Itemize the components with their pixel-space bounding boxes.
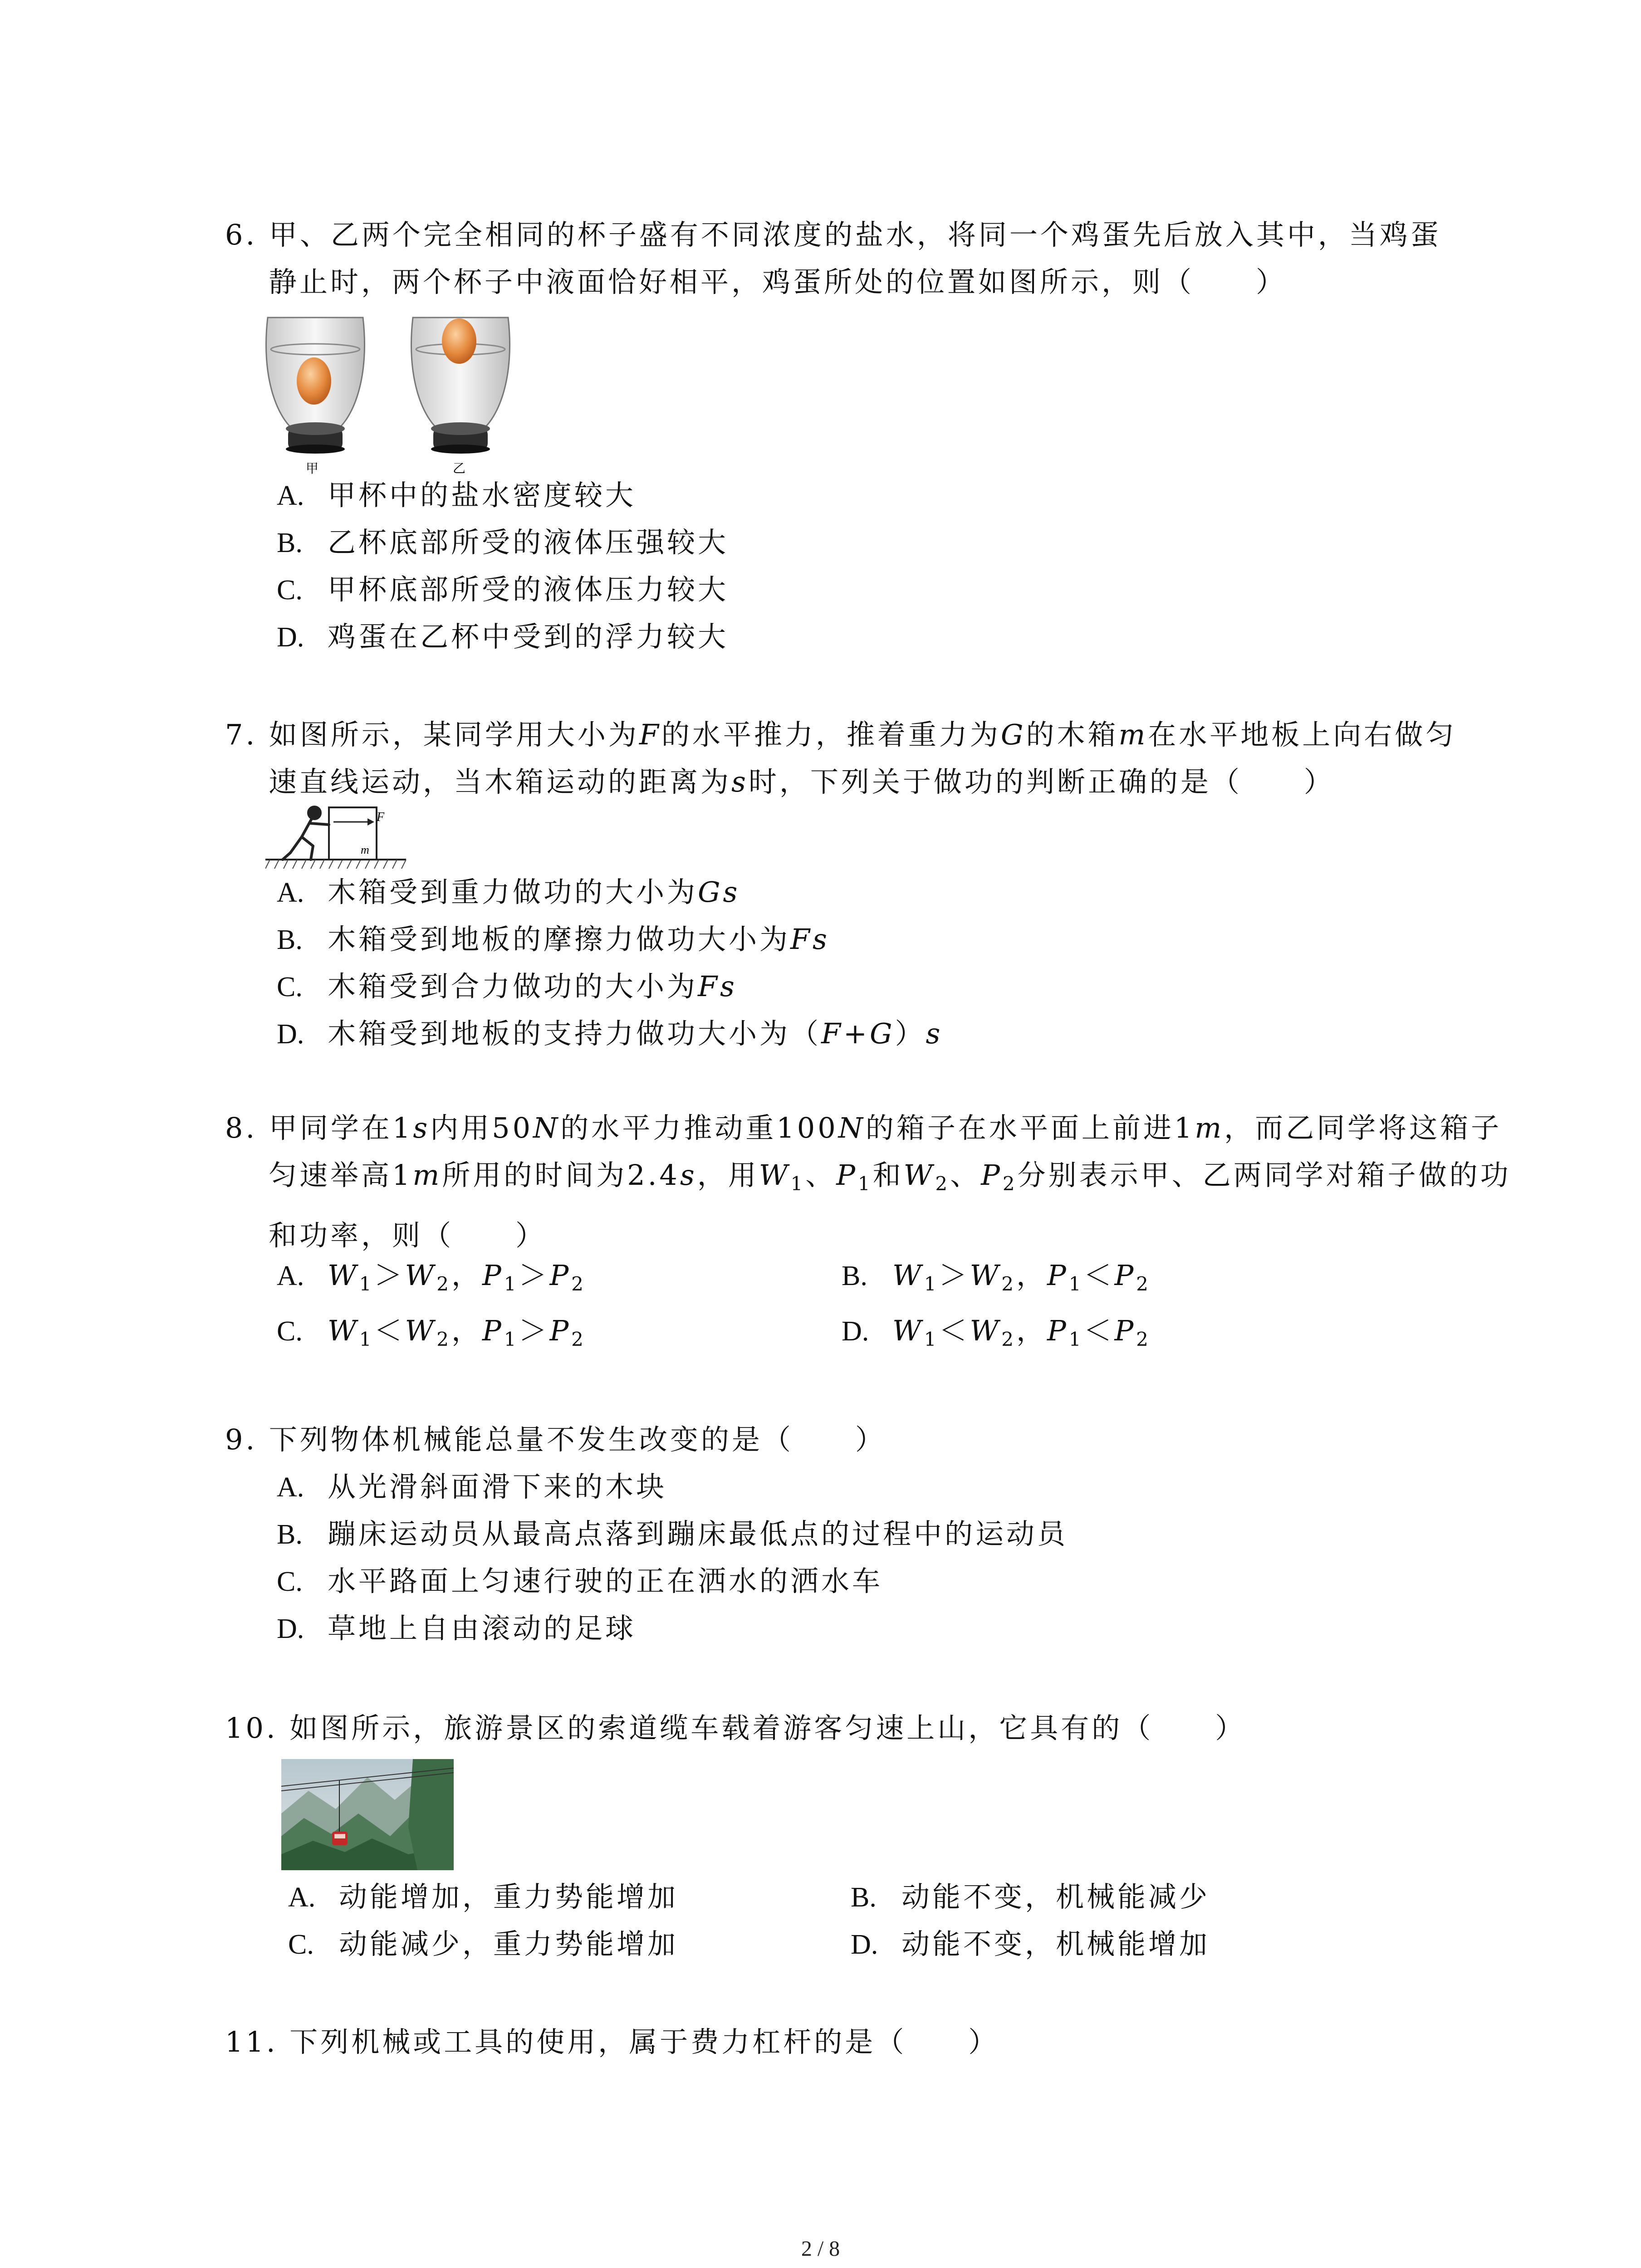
option-label: B. [851, 1882, 877, 1913]
egg-a [297, 357, 331, 405]
text-fragment: s [926, 1017, 943, 1050]
text-fragment: m [1118, 718, 1148, 751]
option-text: 鸡蛋在乙杯中受到的浮力较大 [328, 620, 729, 653]
option-text: 甲杯底部所受的液体压力较大 [328, 573, 729, 606]
text-fragment: s [413, 1111, 431, 1144]
q9-stem: 9. 下列物体机械能总量不发生改变的是（ ） [225, 1423, 886, 1456]
fig-label-b: 乙 [452, 461, 466, 476]
text-fragment: 木箱受到重力做功的大小为 [328, 875, 698, 909]
text-fragment: ， [1016, 1314, 1047, 1347]
person-pushing [283, 807, 329, 860]
text-fragment: P [482, 1259, 504, 1292]
text-fragment: W [892, 1314, 924, 1347]
force-label: F [377, 810, 385, 824]
q7-stem-line1 [225, 711, 1457, 758]
q6-cups-figure [263, 313, 544, 476]
option-label: D. [277, 622, 304, 653]
text-fragment: 草地上自由滚动的足球 [328, 1612, 637, 1645]
text-fragment: G [1000, 718, 1026, 751]
text-fragment: 木箱受到合力做功的大小为 [328, 970, 698, 1003]
text-fragment: 动能不变，机械能减少 [901, 1880, 1210, 1913]
q6-option-c[interactable] [277, 566, 729, 614]
text-fragment: W [405, 1259, 437, 1292]
text-fragment: 1 [1068, 1273, 1084, 1295]
text-fragment: 动能减少，重力势能增加 [339, 1927, 679, 1960]
option-label: A. [277, 877, 304, 908]
text-fragment: F+G [821, 1017, 895, 1050]
q8-option-a[interactable] [277, 1252, 586, 1308]
text-fragment: m [412, 1158, 442, 1192]
q6-option-b[interactable] [277, 519, 729, 567]
option-label: B. [842, 1261, 867, 1291]
text-fragment: ＞ [939, 1259, 970, 1292]
text-fragment: W [328, 1259, 359, 1292]
text-fragment: ， [451, 1259, 482, 1292]
text-fragment: 动能不变，机械能增加 [901, 1927, 1210, 1960]
text-fragment: 2 [1002, 1173, 1018, 1195]
text-fragment: m [1195, 1111, 1225, 1144]
question-7 [225, 711, 1457, 806]
q10-cablecar-photo [281, 1759, 454, 1870]
option-text: 乙杯底部所受的液体压强较大 [328, 526, 729, 559]
text-fragment: W [892, 1259, 924, 1292]
text-fragment: 内用50 [430, 1111, 534, 1144]
text-fragment: 从光滑斜面滑下来的木块 [328, 1470, 667, 1503]
q10-option-a[interactable] [288, 1873, 678, 1921]
text-fragment: W [759, 1158, 791, 1192]
text-fragment: 匀速举高1 [269, 1158, 413, 1192]
text-fragment: 木箱受到地板的摩擦力做功大小为 [328, 923, 791, 956]
text-fragment: ＞ [519, 1259, 550, 1292]
q6-stem-line2: 静止时，两个杯子中液面恰好相平，鸡蛋所处的位置如图所示，则（ ） [269, 265, 1287, 298]
q8-stem-line3: 和功率，则（ ） [269, 1219, 547, 1252]
question-11 [225, 2019, 1450, 2066]
text-fragment: P [1047, 1314, 1069, 1347]
mass-label: m [361, 843, 369, 856]
q10-stem: 10. 如图所示，旅游景区的索道缆车载着游客匀速上山，它具有的（ ） [225, 1711, 1246, 1745]
fig-label-a: 甲 [305, 461, 319, 476]
text-fragment: N [838, 1111, 866, 1144]
option-label: C. [288, 1929, 314, 1960]
text-fragment: 2 [436, 1328, 451, 1350]
text-fragment: W [328, 1314, 359, 1347]
text-fragment: 的木箱 [1026, 718, 1119, 751]
option-label: C. [277, 1316, 303, 1347]
q8-option-c[interactable] [277, 1307, 586, 1363]
q6-stem-line1: 6. 甲、乙两个完全相同的杯子盛有不同浓度的盐水，将同一个鸡蛋先后放入其中，当鸡蛋 [225, 218, 1441, 251]
option-label: D. [277, 1019, 304, 1050]
text-fragment: ， [451, 1314, 482, 1347]
text-fragment: P [1114, 1314, 1136, 1347]
text-fragment: ＜ [1083, 1259, 1115, 1292]
q7-option-a[interactable] [277, 869, 740, 916]
q8-option-d[interactable] [842, 1307, 1151, 1363]
text-fragment: 木箱受到地板的支持力做功大小为（ [328, 1017, 822, 1050]
q7-stem-line2 [225, 758, 1450, 806]
text-fragment: 1 [504, 1273, 519, 1295]
q9-option-b[interactable] [277, 1510, 1068, 1558]
option-label: D. [842, 1316, 869, 1347]
text-fragment: ，而乙同学将这箱子 [1224, 1111, 1502, 1144]
q8-option-b[interactable] [842, 1252, 1151, 1308]
q9-option-c[interactable] [277, 1558, 883, 1605]
option-label: A. [277, 1472, 304, 1503]
wooden-box [329, 807, 377, 860]
text-fragment: P [1114, 1259, 1136, 1292]
question-6 [225, 211, 1450, 306]
text-fragment: s [731, 765, 749, 798]
text-fragment: P [1047, 1259, 1069, 1292]
option-label: C. [277, 575, 303, 606]
option-label: D. [277, 1613, 304, 1644]
text-fragment: 时，下列关于做功的判断正确的是（ ） [748, 765, 1335, 798]
option-label: D. [851, 1929, 878, 1960]
q10-option-b[interactable] [851, 1873, 1210, 1921]
text-fragment: s [680, 1158, 697, 1192]
text-fragment: W [970, 1259, 1002, 1292]
text-fragment: 速直线运动，当木箱运动的距离为 [269, 765, 732, 798]
text-fragment: P [549, 1314, 572, 1347]
q9-option-d[interactable] [277, 1605, 636, 1652]
text-fragment: ＜ [1083, 1314, 1115, 1347]
q10-option-d[interactable] [851, 1921, 1210, 1968]
text-fragment: ＜ [939, 1314, 970, 1347]
text-fragment: 的箱子在水平面上前进1 [865, 1111, 1195, 1144]
q7-option-b[interactable] [277, 916, 830, 963]
text-fragment: ） [895, 1017, 926, 1050]
option-label: B. [277, 528, 303, 558]
text-fragment: 2 [1001, 1273, 1016, 1295]
text-fragment: 2 [571, 1273, 586, 1295]
text-fragment: 8. 甲同学在1 [225, 1111, 413, 1144]
text-fragment: ＞ [519, 1314, 550, 1347]
question-8 [225, 1105, 1511, 1259]
text-fragment: 、 [805, 1158, 837, 1192]
text-fragment: W [903, 1158, 936, 1192]
text-fragment: 和 [872, 1158, 904, 1192]
text-fragment: 的水平推力，推着重力为 [661, 718, 1001, 751]
text-fragment: Fs [698, 970, 737, 1003]
text-fragment: P [836, 1158, 858, 1192]
text-fragment: 2 [436, 1273, 451, 1295]
q8-stem-line2 [225, 1152, 1511, 1207]
text-fragment: ，用 [697, 1158, 759, 1192]
option-label: A. [277, 480, 304, 511]
q7-option-c[interactable] [277, 963, 737, 1011]
text-fragment: ＜ [374, 1314, 405, 1347]
q7-option-d[interactable] [277, 1010, 943, 1058]
question-9 [225, 1416, 1450, 1463]
cup-a [266, 318, 364, 454]
text-fragment: 1 [790, 1173, 806, 1195]
text-fragment: 7. 如图所示，某同学用大小为 [225, 718, 639, 751]
option-label: A. [288, 1882, 316, 1913]
text-fragment: 1 [1068, 1328, 1084, 1350]
text-fragment: Fs [790, 923, 830, 956]
text-fragment: P [549, 1259, 572, 1292]
text-fragment: 2 [935, 1173, 950, 1195]
text-fragment: W [405, 1314, 437, 1347]
text-fragment: ， [1016, 1259, 1047, 1292]
text-fragment: 动能增加，重力势能增加 [339, 1880, 679, 1913]
text-fragment: 在水平地板上向右做匀 [1148, 718, 1457, 751]
text-fragment: W [970, 1314, 1002, 1347]
text-fragment: 1 [359, 1328, 374, 1350]
text-fragment: F [639, 718, 661, 751]
question-10 [225, 1705, 1450, 1752]
text-fragment: 的水平力推动重100 [560, 1111, 838, 1144]
text-fragment: 蹦床运动员从最高点落到蹦床最低点的过程中的运动员 [328, 1517, 1068, 1550]
page-number: 2 / 8 [801, 2237, 840, 2261]
egg-b [442, 318, 476, 364]
q11-stem: 11. 下列机械或工具的使用，属于费力杠杆的是（ ） [225, 2025, 999, 2058]
option-label: A. [277, 1261, 304, 1291]
option-label: B. [277, 1519, 303, 1550]
text-fragment: N [533, 1111, 561, 1144]
text-fragment: 1 [924, 1273, 939, 1295]
text-fragment: 2 [1136, 1273, 1151, 1295]
q7-push-figure [265, 803, 411, 871]
text-fragment: ＞ [374, 1259, 405, 1292]
text-fragment: Gs [698, 875, 740, 909]
text-fragment: 1 [359, 1273, 374, 1295]
text-fragment: 2 [571, 1328, 586, 1350]
option-text: 甲杯中的盐水密度较大 [328, 479, 637, 512]
text-fragment: 1 [857, 1173, 873, 1195]
q6-option-a[interactable] [277, 472, 636, 519]
text-fragment: 2 [1001, 1328, 1016, 1350]
text-fragment: 水平路面上匀速行驶的正在洒水的洒水车 [328, 1564, 883, 1598]
text-fragment: 、 [950, 1158, 981, 1192]
q8-stem-line1 [225, 1105, 1502, 1152]
q6-option-d[interactable] [277, 613, 729, 661]
cup-b [411, 318, 509, 454]
text-fragment: P [981, 1158, 1003, 1192]
text-fragment: 所用的时间为2.4 [442, 1158, 680, 1192]
option-label: B. [277, 924, 303, 955]
q10-option-c[interactable] [288, 1921, 678, 1968]
q9-option-a[interactable] [277, 1463, 667, 1511]
option-label: C. [277, 972, 303, 1002]
text-fragment: 1 [924, 1328, 939, 1350]
text-fragment: 分别表示甲、乙两同学对箱子做的功 [1017, 1158, 1511, 1192]
text-fragment: 2 [1136, 1328, 1151, 1350]
text-fragment: 1 [504, 1328, 519, 1350]
option-label: C. [277, 1566, 303, 1597]
text-fragment: P [482, 1314, 504, 1347]
